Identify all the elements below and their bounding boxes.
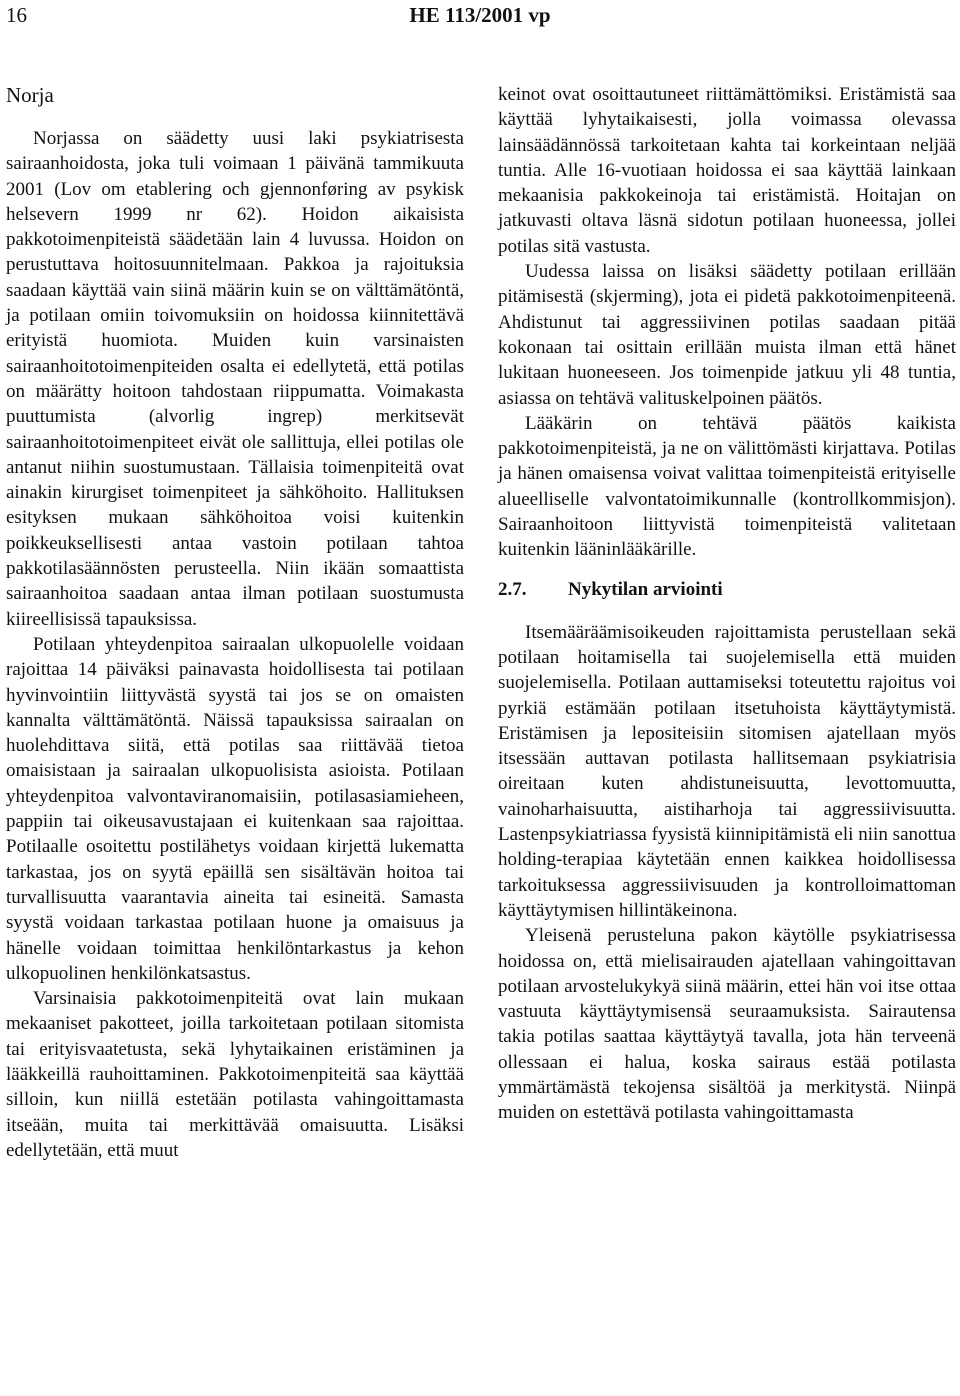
paragraph: Varsinaisia pakkotoimenpiteitä ovat lain mukaan mekaaniset pakotteet, joilla tarkoitetaan potilaan sitomista tai erityisvaatetusta, sekä lyhytaikainen eristäminen ja lääkkeillä rauhoittaminen. Pakkotoimenpiteitä saa käyttää silloin, kun niillä estetään potilasta vahingoittamasta itseään, muita tai merkittävää omaisuutta. Lisäksi edellytetään, että muut xyxy=(6,988,464,1161)
right-column xyxy=(498,82,956,1126)
paragraph: Lääkärin on tehtävä päätös kaikista pakkotoimenpiteistä, ja ne on välittömästi kirjattava. Potilas ja hänen omaisensa voivat valittaa toimenpiteistä erityiselle alueelliselle valvontatoimikunnalle (kontrollkommisjon). Sairaanhoitoon liittyvistä toimenpiteistä valitetaan kuitenkin lääninlääkärille. xyxy=(498,412,956,561)
section-title: Nykytilan arviointi xyxy=(568,578,723,600)
paragraph-continued: keinot ovat osoittautuneet riittämättömiksi. Eristämistä saa käyttää lyhytaikaisesti, jolla voimassa olevassa lainsäädännössä tarkoitetaan kahta tai korkeintaan neljää tuntia. Alle 16-vuotiaan hoidossa ei saa käyttää lainkaan mekaanisia pakkokeinoja tai eristämistä. Hoitajan on jatkuvasti oltava läsnä sidotun potilaan huoneessa, jollei potilas sitä vastusta. xyxy=(498,84,956,257)
section-heading-norja: Norja xyxy=(6,83,54,107)
page-header xyxy=(0,0,960,40)
paragraph: Yleisenä perusteluna pakon käytölle psykiatrisessa hoidossa on, että mielisairauden ajatellaan vahingoittavan potilaan arvostelukykyä siinä määrin, ettei hän voi itse ottaa vastuuta käyttäytymisensä seuraamuksista. Sairautensa takia potilas saattaa käyttäytyä tavalla, jota hän terveenä ollessaan ei halua, koska sairaus estää potilasta ymmärtämästä tekojensa sisältöä ja merkitystä. Niinpä muiden on estettävä potilasta vahingoittamasta xyxy=(498,925,956,1124)
paragraph: Itsemääräämisoikeuden rajoittamista perustellaan sekä potilaan hoitamisella tai suojelemisella että muiden suojelemisella. Potilaan auttamiseksi toteutettu rajoitus voi pyrkiä estämään potilaan itsetuhoista käyttäytymistä. Eristämisen ja lepositeisiin sitomisen ajatellaan myös itsessään auttavan potilasta hallitsemaan psykiatrisia oireitaan kuten ahdistuneisuutta, levottomuutta, vainoharhaisuutta, aistiharhoja tai aggressiivisuutta. Lastenpsykiatriassa fyysistä kiinnipitämistä eli niin sanottua holding-terapiaa käytetään ennen kaikkea hoidollisessa tarkoituksessa aggressiivisuuden ja kontrolloimattoman käyttäytymisen hillintäkeinona. xyxy=(498,621,956,921)
page-number: 16 xyxy=(6,3,27,27)
paragraph: Uudessa laissa on lisäksi säädetty potilaan erillään pitämisestä (skjerming), jota ei pidetä pakkotoimenpiteenä. Ahdistunut tai aggressiivinen potilas saadaan pitää kokonaan tai osittain erillään muista ilman että hänet lukitaan huoneeseen. Jos toimenpide jatkuu yli 48 tuntia, asiassa on tehtävä valituskelpoinen päätös. xyxy=(498,261,956,409)
left-column xyxy=(6,82,464,1163)
section-heading xyxy=(498,577,956,602)
document-id: HE 113/2001 vp xyxy=(409,3,551,27)
paragraph: Potilaan yhteydenpitoa sairaalan ulkopuolelle voidaan rajoittaa 14 päiväksi painavasta hoidollisesta tai potilaan hyvinvointiin liittyvästä syystä tai jos se on omaisten kannalta välttämätöntä. Näissä tapauksissa sairaalan on huolehdittava siitä, että potilas saa riittävää tietoa omaisistaan ja sairaalan ulkopuolisista asioista. Potilaan yhteydenpitoa valvontaviranomaisiin, potilasasiamieheen, pappiin tai oikeusavustajaan ei kuitenkaan saa rajoittaa. Potilaalle osoitettu postilähetys voidaan kirjettä lukematta tarkastaa, jos on syytä epäillä sen sisältävän hoitoa tai turvallisuutta vaarantavia aineita tai esineitä. Samasta syystä voidaan tarkastaa potilaan huone ja omaisuus ja hänelle voidaan toimittaa henkilöntarkastus ja kehon ulkopuolinen henkilönkatsastus. xyxy=(6,633,464,984)
section-number: 2.7. xyxy=(498,578,527,600)
paragraph: Norjassa on säädetty uusi laki psykiatrisesta sairaanhoidosta, joka tuli voimaan 1 päivänä tammikuuta 2001 (Lov om etablering och gjennonføring av psykisk helsevern 1999 nr 62). Hoidon aikaisista pakkotoimenpiteistä säädetään lain 4 luvussa. Hoidon on perustuttava hoitosuunnitelmaan. Pakkoa ja rajoituksia saadaan käyttää vain siinä määrin kuin se on välttämätöntä, ja potilaan omiin toivomuksiin on hoidossa kiinnitettävä erityistä huomiota. Muiden kuin varsinaisten sairaanhoitotoimenpiteiden osalta ei edellytetä, että potilas on määrätty hoitoon tahdostaan riippumatta. Voimakasta puuttumista (alvorlig ingrep) merkitsevät sairaanhoitotoimenpiteet eivät ole sallittuja, ellei potilas ole antanut niihin suostumustaan. Tällaisia toimenpiteitä ovat ainakin kirurgiset toimenpiteet ja sähköhoito. Hallituksen esityksen mukaan sähköhoitoa voisi kuitenkin poikkeuksellisesti antaa vastoin potilaan tahtoa pakkotilasäännösten perusteella. Niin ikään somaattista sairaanhoitoa saadaan antaa ilman potilaan suostumusta kiireellisissä tapauksissa. xyxy=(6,128,464,630)
